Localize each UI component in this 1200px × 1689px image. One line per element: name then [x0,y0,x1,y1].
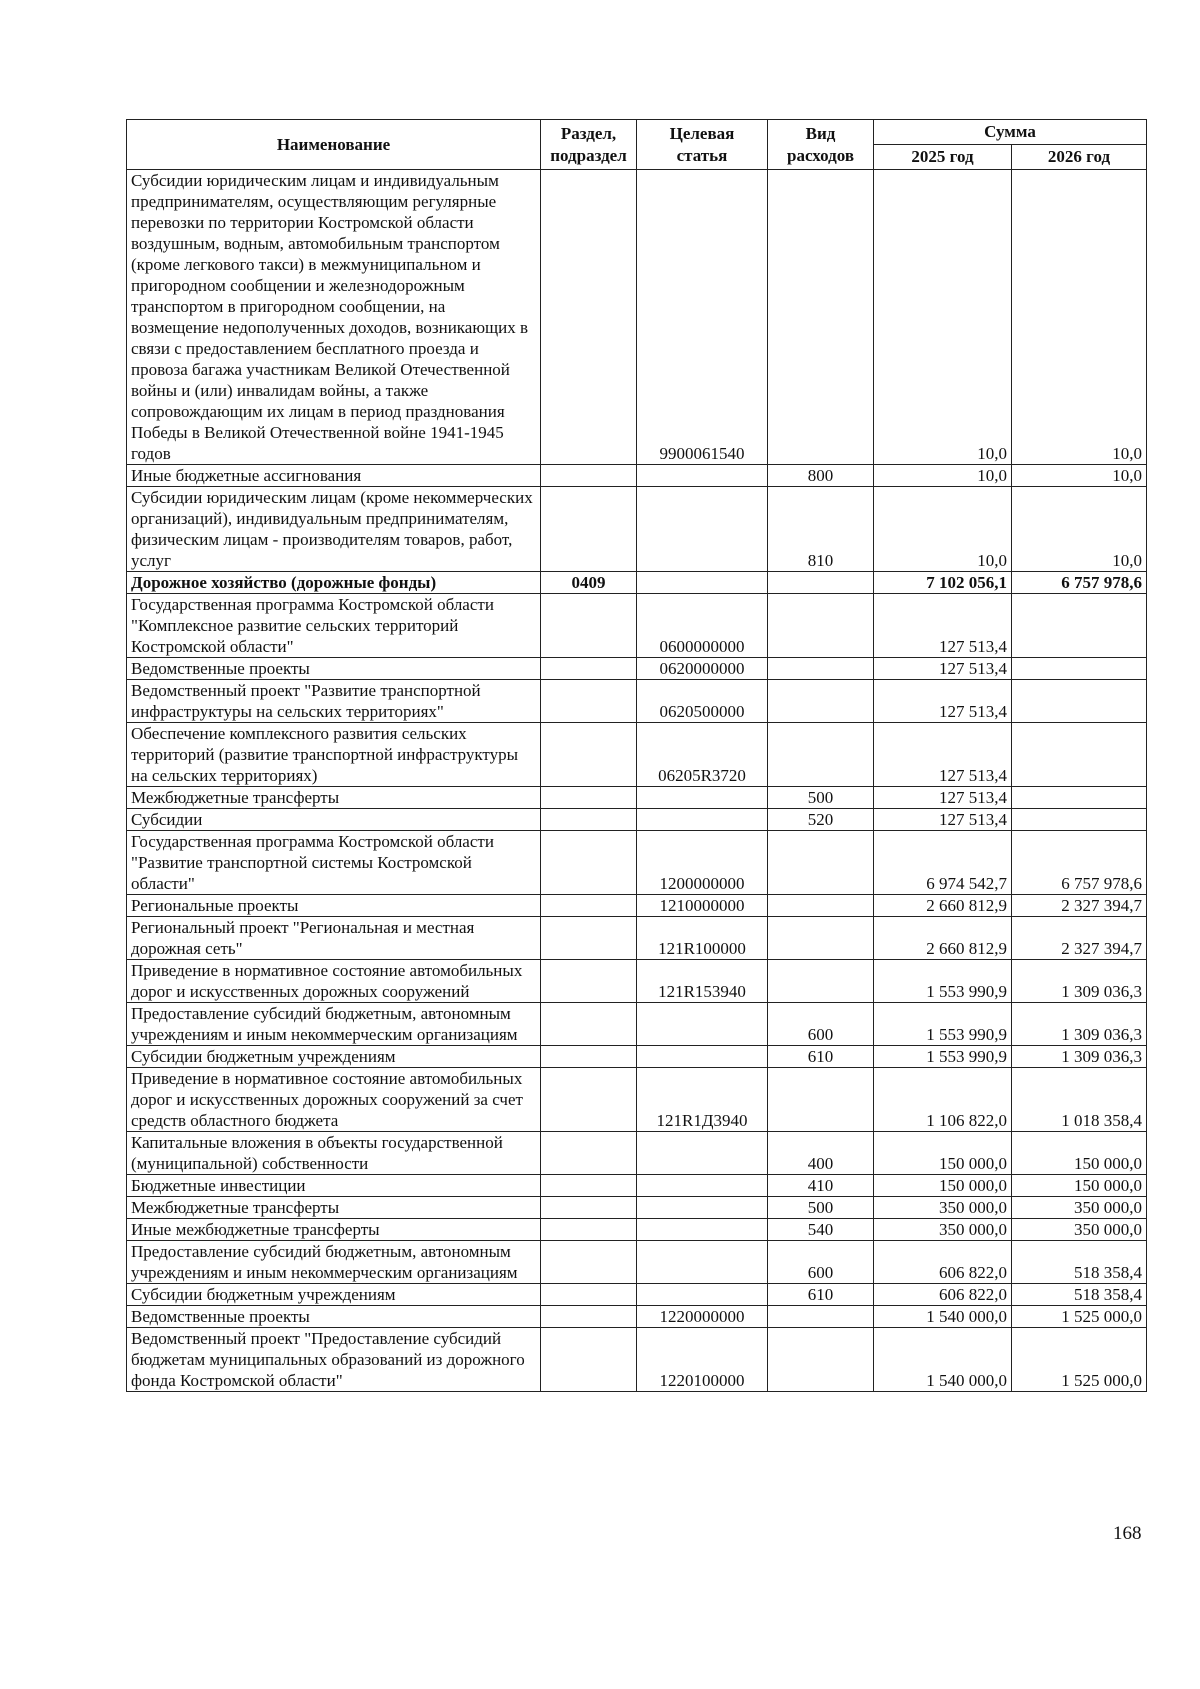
cell-section [541,658,637,680]
table-row [127,572,1147,594]
cell-2025: 1 553 990,9 [874,1046,1012,1068]
cell-section [541,787,637,809]
cell-section [541,1175,637,1197]
table-row [127,680,1147,723]
table-row [127,917,1147,960]
table-row [127,487,1147,572]
cell-article [637,1197,768,1219]
table-row [127,1175,1147,1197]
header-kind-line1: Вид [805,123,836,143]
cell-article: 0620000000 [637,658,768,680]
table-row [127,787,1147,809]
cell-kind [768,1328,874,1392]
table-row [127,1132,1147,1175]
cell-kind [768,831,874,895]
cell-article: 0600000000 [637,594,768,658]
cell-section [541,809,637,831]
cell-section [541,917,637,960]
cell-section [541,1241,637,1284]
cell-2025: 10,0 [874,465,1012,487]
cell-name: Ведомственный проект "Развитие транспортной инфраструктуры на сельских территориях" [127,680,541,723]
cell-kind [768,895,874,917]
table-row [127,895,1147,917]
cell-kind: 800 [768,465,874,487]
cell-name: Государственная программа Костромской области "Развитие транспортной системы Костромской области" [127,831,541,895]
table-body [127,170,1147,1392]
cell-article [637,1003,768,1046]
cell-article: 1210000000 [637,895,768,917]
cell-kind: 610 [768,1284,874,1306]
table-row [127,1284,1147,1306]
table-row [127,1241,1147,1284]
cell-article: 0620500000 [637,680,768,723]
cell-2026: 1 309 036,3 [1012,1003,1147,1046]
cell-section [541,831,637,895]
cell-section [541,1003,637,1046]
cell-section [541,487,637,572]
cell-section [541,895,637,917]
cell-2025: 150 000,0 [874,1132,1012,1175]
cell-2025: 127 513,4 [874,809,1012,831]
cell-2026: 10,0 [1012,170,1147,465]
table-row [127,465,1147,487]
cell-name: Ведомственные проекты [127,658,541,680]
cell-name: Межбюджетные трансферты [127,787,541,809]
cell-name: Ведомственные проекты [127,1306,541,1328]
cell-name: Иные межбюджетные трансферты [127,1219,541,1241]
cell-2026: 2 327 394,7 [1012,917,1147,960]
header-article [637,120,768,170]
cell-name: Ведомственный проект "Предоставление субсидий бюджетам муниципальных образований из дорожного фонда Костромской области" [127,1328,541,1392]
cell-2025: 1 553 990,9 [874,960,1012,1003]
header-article-line1: Целевая [669,123,735,143]
table-row [127,809,1147,831]
cell-section [541,1284,637,1306]
cell-2026 [1012,594,1147,658]
cell-2025: 10,0 [874,170,1012,465]
cell-kind: 600 [768,1003,874,1046]
header-article-line2: статья [676,145,728,165]
cell-2025: 350 000,0 [874,1197,1012,1219]
table-row [127,170,1147,465]
header-sum: Сумма [874,120,1147,145]
table-row [127,1219,1147,1241]
cell-kind [768,658,874,680]
cell-kind: 500 [768,1197,874,1219]
cell-kind [768,723,874,787]
cell-article [637,572,768,594]
table-row [127,1197,1147,1219]
cell-kind [768,1306,874,1328]
cell-kind [768,960,874,1003]
cell-name: Капитальные вложения в объекты государственной (муниципальной) собственности [127,1132,541,1175]
cell-2026: 1 309 036,3 [1012,1046,1147,1068]
cell-name: Предоставление субсидий бюджетным, автономным учреждениям и иным некоммерческим организациям [127,1003,541,1046]
cell-2026 [1012,787,1147,809]
cell-2026: 2 327 394,7 [1012,895,1147,917]
header-kind-line2: расходов [787,145,854,165]
cell-2025: 606 822,0 [874,1241,1012,1284]
cell-2025: 127 513,4 [874,723,1012,787]
cell-2026 [1012,809,1147,831]
cell-article: 06205R3720 [637,723,768,787]
cell-section [541,465,637,487]
header-year-2025: 2025 год [874,145,1012,170]
cell-kind [768,594,874,658]
cell-article: 1220100000 [637,1328,768,1392]
cell-2026: 1 525 000,0 [1012,1306,1147,1328]
cell-kind: 610 [768,1046,874,1068]
cell-name: Субсидии юридическим лицам (кроме некоммерческих организаций), индивидуальным предпринимателям, физическим лицам - производителям товаров, работ, услуг [127,487,541,572]
cell-name: Иные бюджетные ассигнования [127,465,541,487]
cell-2026: 10,0 [1012,465,1147,487]
cell-article [637,1284,768,1306]
cell-article: 9900061540 [637,170,768,465]
table-header [127,120,1147,170]
cell-section [541,1046,637,1068]
cell-2025: 1 553 990,9 [874,1003,1012,1046]
cell-2025: 606 822,0 [874,1284,1012,1306]
table-row [127,594,1147,658]
table-row [127,1046,1147,1068]
cell-kind [768,680,874,723]
cell-section [541,1197,637,1219]
header-section-line2: подраздел [550,145,627,165]
cell-article [637,809,768,831]
cell-kind: 810 [768,487,874,572]
cell-section [541,723,637,787]
cell-2025: 6 974 542,7 [874,831,1012,895]
cell-2026: 6 757 978,6 [1012,572,1147,594]
budget-table [126,119,1147,1392]
cell-section [541,960,637,1003]
header-kind [768,120,874,170]
cell-2026 [1012,680,1147,723]
header-name: Наименование [127,120,541,170]
cell-name: Обеспечение комплексного развития сельских территорий (развитие транспортной инфраструктуры на сельских территориях) [127,723,541,787]
cell-kind: 600 [768,1241,874,1284]
cell-2026: 150 000,0 [1012,1175,1147,1197]
cell-2026: 350 000,0 [1012,1197,1147,1219]
cell-article: 1200000000 [637,831,768,895]
cell-name: Субсидии бюджетным учреждениям [127,1046,541,1068]
cell-2026: 6 757 978,6 [1012,831,1147,895]
cell-article [637,787,768,809]
cell-2025: 127 513,4 [874,658,1012,680]
cell-kind: 520 [768,809,874,831]
cell-article: 121R100000 [637,917,768,960]
cell-name: Государственная программа Костромской области "Комплексное развитие сельских территорий Костромской области" [127,594,541,658]
header-section-line1: Раздел, [560,123,617,143]
cell-article: 1220000000 [637,1306,768,1328]
cell-name: Приведение в нормативное состояние автомобильных дорог и искусственных дорожных сооружений [127,960,541,1003]
cell-2026: 150 000,0 [1012,1132,1147,1175]
cell-2025: 7 102 056,1 [874,572,1012,594]
cell-2025: 127 513,4 [874,787,1012,809]
cell-section [541,170,637,465]
table-row [127,831,1147,895]
cell-kind: 410 [768,1175,874,1197]
header-year-2026: 2026 год [1012,145,1147,170]
cell-name: Субсидии бюджетным учреждениям [127,1284,541,1306]
cell-2025: 1 540 000,0 [874,1328,1012,1392]
table-row [127,723,1147,787]
cell-2026: 1 525 000,0 [1012,1328,1147,1392]
cell-name: Бюджетные инвестиции [127,1175,541,1197]
table-row [127,1328,1147,1392]
cell-section [541,1328,637,1392]
cell-section: 0409 [541,572,637,594]
cell-2026 [1012,723,1147,787]
cell-name: Дорожное хозяйство (дорожные фонды) [127,572,541,594]
cell-2025: 2 660 812,9 [874,917,1012,960]
cell-article [637,487,768,572]
cell-2026: 350 000,0 [1012,1219,1147,1241]
header-section [541,120,637,170]
cell-kind: 500 [768,787,874,809]
cell-name: Региональные проекты [127,895,541,917]
cell-article [637,1132,768,1175]
cell-article [637,1241,768,1284]
cell-section [541,1068,637,1132]
cell-name: Субсидии юридическим лицам и индивидуальным предпринимателям, осуществляющим регулярные перевозки по территории Костромской области воздушным, водным, автомобильным транспортом (кроме легкового такси) в межмуниципальном и пригородном сообщении и железнодорожным транспортом в пригородном сообщении, на возмещение недополученных доходов, возникающих в связи с предоставлением бесплатного проезда и провоза багажа участникам Великой Отечественной войны и (или) инвалидам войны, а также сопровождающим их лицам в период празднования Победы в Великой Отечественной войне 1941-1945 годов [127,170,541,465]
cell-section [541,1132,637,1175]
cell-2026: 1 018 358,4 [1012,1068,1147,1132]
cell-name: Предоставление субсидий бюджетным, автономным учреждениям и иным некоммерческим организациям [127,1241,541,1284]
cell-section [541,1219,637,1241]
cell-name: Региональный проект "Региональная и местная дорожная сеть" [127,917,541,960]
cell-article [637,1219,768,1241]
cell-2026: 1 309 036,3 [1012,960,1147,1003]
cell-kind [768,572,874,594]
cell-2026: 518 358,4 [1012,1284,1147,1306]
cell-2025: 10,0 [874,487,1012,572]
cell-article [637,1046,768,1068]
cell-2025: 1 540 000,0 [874,1306,1012,1328]
cell-2025: 350 000,0 [874,1219,1012,1241]
cell-2025: 1 106 822,0 [874,1068,1012,1132]
cell-2026: 10,0 [1012,487,1147,572]
cell-2026 [1012,658,1147,680]
cell-name: Межбюджетные трансферты [127,1197,541,1219]
page-number: 168 [1113,1523,1142,1544]
cell-article: 121R1Д3940 [637,1068,768,1132]
cell-name: Приведение в нормативное состояние автомобильных дорог и искусственных дорожных сооружений за счет средств областного бюджета [127,1068,541,1132]
table-row [127,1068,1147,1132]
cell-2025: 2 660 812,9 [874,895,1012,917]
table-row [127,658,1147,680]
cell-section [541,1306,637,1328]
cell-2025: 127 513,4 [874,680,1012,723]
cell-2026: 518 358,4 [1012,1241,1147,1284]
cell-2025: 127 513,4 [874,594,1012,658]
cell-article: 121R153940 [637,960,768,1003]
cell-kind: 540 [768,1219,874,1241]
table-row [127,1306,1147,1328]
cell-article [637,465,768,487]
cell-section [541,594,637,658]
cell-article [637,1175,768,1197]
cell-name: Субсидии [127,809,541,831]
table-row [127,960,1147,1003]
cell-kind [768,917,874,960]
cell-section [541,680,637,723]
cell-kind: 400 [768,1132,874,1175]
cell-2025: 150 000,0 [874,1175,1012,1197]
cell-kind [768,170,874,465]
table-row [127,1003,1147,1046]
cell-kind [768,1068,874,1132]
